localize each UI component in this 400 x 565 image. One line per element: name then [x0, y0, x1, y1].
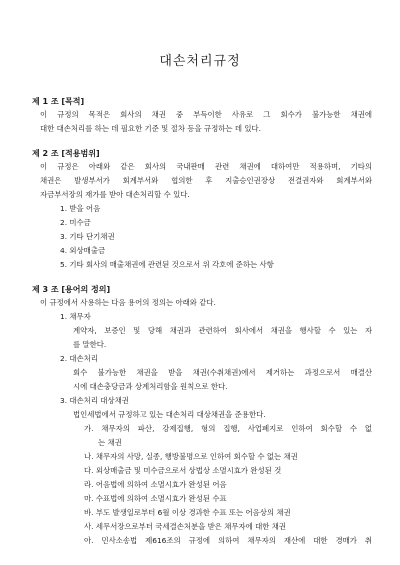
- article-2: [32, 148, 372, 272]
- paragraph-line: 자금부서장의 재가를 받아 대손처리할 수 있다.: [40, 190, 190, 199]
- document-body: [32, 96, 372, 548]
- sub-item: 아. 민사소송법 제616조의 규정에 의하여 채무자의 재산에 대한 경매가 취: [84, 536, 372, 545]
- list-item: 5. 기타 회사의 매출채권에 관련된 것으로서 위 각호에 준하는 사항: [60, 260, 274, 269]
- list-item: 3. 기타 단기채권: [60, 232, 115, 241]
- paragraph-line: 이 규정은 아래와 같은 회사의 국내판매 관련 채권에 대하여만 적용하며, 기타의: [40, 162, 372, 171]
- paragraph-line: 채권은 발생부서가 회계부서와 협의한 후 지출승인권장상 전결권자와 회계부서와: [40, 176, 372, 185]
- sub-item: 바. 부도 발생일로부터 6월 이상 경과한 수표 또는 어음상의 채권: [84, 508, 291, 517]
- paragraph-line: 이 규정의 목적은 회사의 채권 중 부득이한 사유로 그 회수가 불가능한 채권에: [40, 110, 372, 119]
- sub-item: 마. 수표법에 의하여 소멸시효가 완성된 수표: [84, 494, 227, 503]
- document-title: 대손처리규정: [159, 54, 241, 69]
- sub-item: 다. 외상매출금 및 미수금으로서 상법상 소멸시효가 완성된 것: [84, 466, 282, 475]
- definition-text: 회수 불가능한 채권을 받을 채권(수취채권)에서 제거하는 과정으로서 매결산: [73, 368, 372, 377]
- sub-item: 가. 채무자의 파산, 강제집행, 형의 집행, 사업폐지로 인하여 회수할 수 없: [84, 424, 372, 433]
- list-item: 4. 외상매출금: [60, 246, 106, 255]
- definition-term: 2. 대손처리: [60, 354, 98, 363]
- definition-term: 1. 채무자: [60, 312, 91, 321]
- paragraph-line: 이 규정에서 사용하는 다음 용어의 정의는 아래와 같다.: [40, 298, 216, 307]
- sub-item: 라. 어음법에 의하여 소멸시효가 완성된 어음: [84, 480, 227, 489]
- sub-item: 는 채권: [98, 438, 122, 447]
- article-heading: 제 1 조 [목적]: [32, 97, 85, 106]
- article-heading: 제 3 조 [용어의 정의]: [32, 285, 111, 294]
- article-3: [32, 284, 372, 548]
- sub-item: 나. 채무자의 사망, 실종, 행방불명으로 인하여 회수할 수 없는 채권: [84, 452, 298, 461]
- sub-item: 사. 세무서장으로부터 국세결손처분을 받은 채무자에 대한 채권: [84, 522, 287, 531]
- list-item: 2. 미수금: [60, 218, 91, 227]
- article-1: [32, 96, 372, 136]
- definition-text: 를 말한다.: [73, 340, 107, 349]
- paragraph-line: 대한 대손처리를 하는 데 필요한 기준 및 절차 등을 규정하는 데 있다.: [40, 124, 261, 133]
- article-heading: 제 2 조 [적용범위]: [32, 149, 100, 158]
- definition-text: 시에 대손충당금과 상계처리함을 원칙으로 한다.: [73, 382, 228, 391]
- definition-text: 계약자, 보증인 및 당해 채권과 관련하여 회사에서 채권을 행사할 수 있는 자: [73, 326, 372, 335]
- definition-text: 법인세법에서 규정하고 있는 대손처리 대상채권을 준용한다.: [73, 410, 266, 419]
- definition-term: 3. 대손처리 대상채권: [60, 396, 129, 405]
- list-item: 1. 받을 어음: [60, 204, 101, 213]
